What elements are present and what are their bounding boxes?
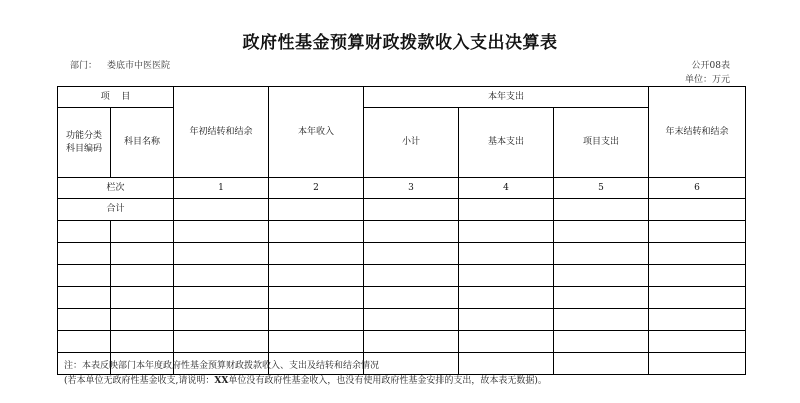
table-cell (649, 199, 746, 221)
table-cell (269, 243, 364, 265)
table-cell (58, 221, 111, 243)
table-cell (649, 331, 746, 353)
header-expense-group: 本年支出 (364, 87, 649, 108)
table-cell (364, 265, 459, 287)
table-cell (649, 243, 746, 265)
table-cell (269, 265, 364, 287)
table-row (58, 309, 746, 331)
table-cell (649, 265, 746, 287)
table-cell (649, 309, 746, 331)
table-cell (649, 287, 746, 309)
header-opening-balance: 年初结转和结余 (174, 87, 269, 178)
table-number: 公开08表 (691, 61, 730, 71)
table-row (58, 265, 746, 287)
department-label: 部门： (70, 61, 98, 71)
rownum-cell: 4 (459, 178, 554, 199)
note-line-2-pre: (若本单位无政府性基金收支,请说明： (64, 376, 215, 386)
table-cell (364, 331, 459, 353)
total-row (58, 199, 746, 221)
header-func-code: 功能分类科目编码 (58, 108, 111, 178)
table-cell (174, 265, 269, 287)
department-value: 娄底市中医医院 (107, 61, 171, 71)
table-cell (554, 221, 649, 243)
note-line-1: 注：本表反映部门本年度政府性基金预算财政拨款收入、支出及结转和结余情况 (64, 361, 380, 371)
header-subtotal: 小计 (364, 108, 459, 178)
table-cell (58, 265, 111, 287)
header-subject-name: 科目名称 (111, 108, 174, 178)
table-cell (459, 331, 554, 353)
header-item: 项 目 (58, 87, 174, 108)
budget-table (57, 86, 746, 375)
total-label: 合计 (58, 199, 174, 221)
table-cell (364, 243, 459, 265)
table-cell (554, 353, 649, 375)
header-basic-expense: 基本支出 (459, 108, 554, 178)
table-row (58, 287, 746, 309)
table-cell (649, 221, 746, 243)
header-closing-balance: 年末结转和结余 (649, 87, 746, 178)
table-cell (554, 309, 649, 331)
table-cell (269, 221, 364, 243)
table-cell (554, 243, 649, 265)
rownum-cell: 3 (364, 178, 459, 199)
rownum-cell: 5 (554, 178, 649, 199)
notes (64, 359, 547, 389)
header-income: 本年收入 (269, 87, 364, 178)
table-cell (459, 287, 554, 309)
table-cell (649, 353, 746, 375)
table-cell (111, 243, 174, 265)
table-cell (174, 199, 269, 221)
table-cell (111, 309, 174, 331)
rownum-cell: 2 (269, 178, 364, 199)
rownum-cell: 1 (174, 178, 269, 199)
table-cell (459, 265, 554, 287)
table-cell (459, 309, 554, 331)
table-cell (364, 199, 459, 221)
table-cell (174, 309, 269, 331)
table-cell (269, 309, 364, 331)
table-cell (459, 221, 554, 243)
table-cell (459, 243, 554, 265)
table-cell (58, 309, 111, 331)
table-cell (174, 331, 269, 353)
table-cell (554, 199, 649, 221)
table-cell (111, 265, 174, 287)
table-cell (111, 331, 174, 353)
table-cell (459, 199, 554, 221)
table-cell (554, 331, 649, 353)
table-cell (58, 331, 111, 353)
department-line (70, 58, 170, 71)
table-cell (111, 221, 174, 243)
table-cell (174, 221, 269, 243)
table-cell (269, 287, 364, 309)
table-cell (554, 287, 649, 309)
table-row (58, 243, 746, 265)
table-cell (58, 287, 111, 309)
table-cell (364, 221, 459, 243)
unit-label: 单位：万元 (684, 75, 730, 85)
table-cell (174, 287, 269, 309)
note-line-2 (64, 374, 547, 389)
table-cell (269, 199, 364, 221)
table-row (58, 221, 746, 243)
table-cell (111, 287, 174, 309)
rownum-label: 栏次 (58, 178, 174, 199)
rownum-cell: 6 (649, 178, 746, 199)
table-row (58, 331, 746, 353)
page-title: 政府性基金预算财政拨款收入支出决算表 (242, 33, 558, 53)
header-project-expense: 项目支出 (554, 108, 649, 178)
table-cell (58, 243, 111, 265)
note-line-2-post: 单位没有政府性基金收入，也没有使用政府性基金安排的支出，故本表无数据)。 (228, 376, 547, 386)
table-cell (174, 243, 269, 265)
rownum-row (58, 178, 746, 199)
table-cell (364, 287, 459, 309)
note-line-2-em: XX (214, 376, 229, 386)
table-cell (554, 265, 649, 287)
table-cell (269, 331, 364, 353)
table-cell (364, 309, 459, 331)
